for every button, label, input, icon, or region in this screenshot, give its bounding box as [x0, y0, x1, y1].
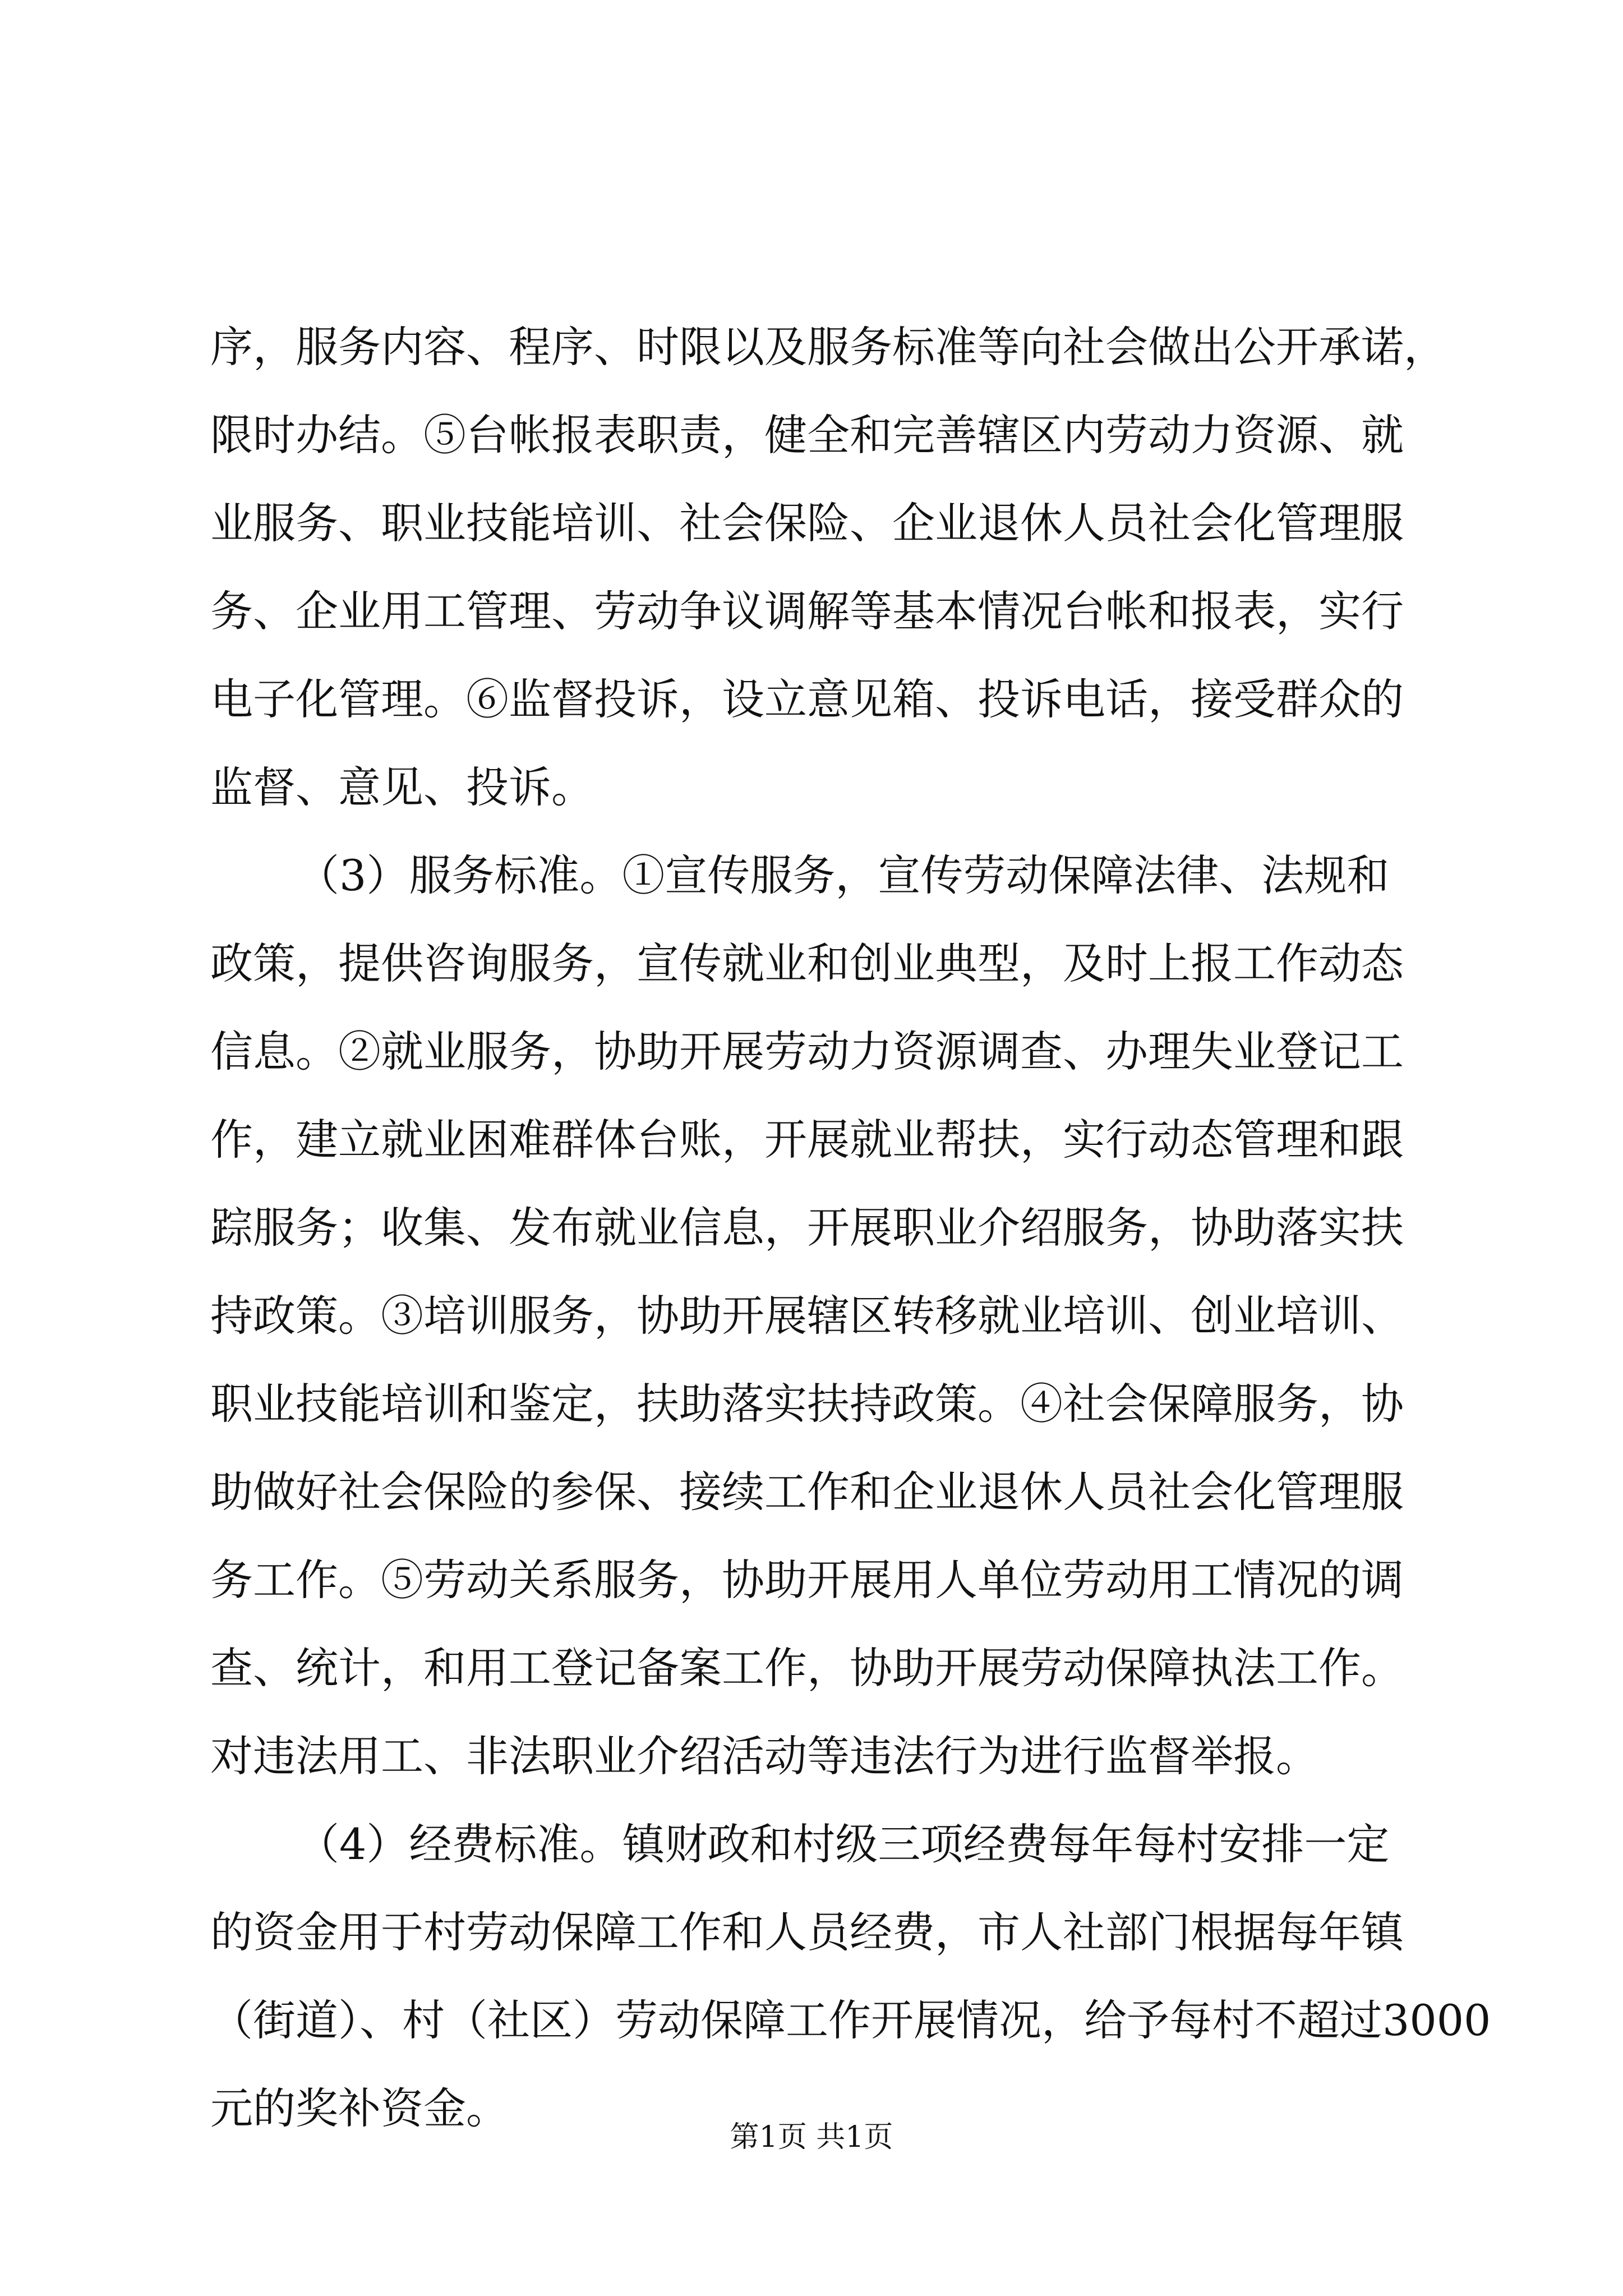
paragraph-start-line: （4）经费标准。镇财政和村级三项经费每年每村安排一定 — [297, 1819, 1390, 1869]
text-line: 序，服务内容、程序、时限以及服务标准等向社会做出公开承诺， — [210, 322, 1446, 372]
text-line: 对违法用工、非法职业介绍活动等违法行为进行监督举报。 — [210, 1731, 1318, 1781]
page-number-footer: 第1页 共1页 — [730, 2120, 893, 2154]
text-line: 作，建立就业困难群体台账，开展就业帮扶，实行动态管理和跟 — [210, 1115, 1404, 1165]
paragraph-start-line: （3）服务标准。①宣传服务，宣传劳动保障法律、法规和 — [297, 850, 1390, 900]
text-line: 信息。②就业服务，协助开展劳动力资源调查、办理失业登记工 — [210, 1027, 1404, 1076]
text-line: 政策，提供咨询服务，宣传就业和创业典型，及时上报工作动态 — [210, 938, 1404, 988]
body-text — [210, 303, 1491, 2152]
text-line: 持政策。③培训服务，协助开展辖区转移就业培训、创业培训、 — [210, 1291, 1404, 1341]
text-line: 电子化管理。⑥监督投诉，设立意见箱、投诉电话，接受群众的 — [210, 674, 1404, 724]
text-line: 查、统计，和用工登记备案工作，协助开展劳动保障执法工作。 — [210, 1643, 1404, 1693]
text-line: 业服务、职业技能培训、社会保险、企业退休人员社会化管理服 — [210, 498, 1404, 548]
text-line: 助做好社会保险的参保、接续工作和企业退休人员社会化管理服 — [210, 1467, 1404, 1517]
text-line: 踪服务；收集、发布就业信息，开展职业介绍服务，协助落实扶 — [210, 1203, 1404, 1253]
text-line: 监督、意见、投诉。 — [210, 762, 594, 812]
text-line: 务工作。⑤劳动关系服务，协助开展用人单位劳动用工情况的调 — [210, 1555, 1404, 1605]
text-line: 务、企业用工管理、劳动争议调解等基本情况台帐和报表，实行 — [210, 586, 1404, 636]
text-line: （街道）、村（社区）劳动保障工作开展情况，给予每村不超过3000 — [210, 1995, 1491, 2045]
text-line: 的资金用于村劳动保障工作和人员经费，市人社部门根据每年镇 — [210, 1907, 1404, 1957]
text-line: 限时办结。⑤台帐报表职责，健全和完善辖区内劳动力资源、就 — [210, 410, 1404, 460]
text-line: 元的奖补资金。 — [210, 2083, 509, 2133]
text-line: 职业技能培训和鉴定，扶助落实扶持政策。④社会保障服务，协 — [210, 1379, 1404, 1429]
